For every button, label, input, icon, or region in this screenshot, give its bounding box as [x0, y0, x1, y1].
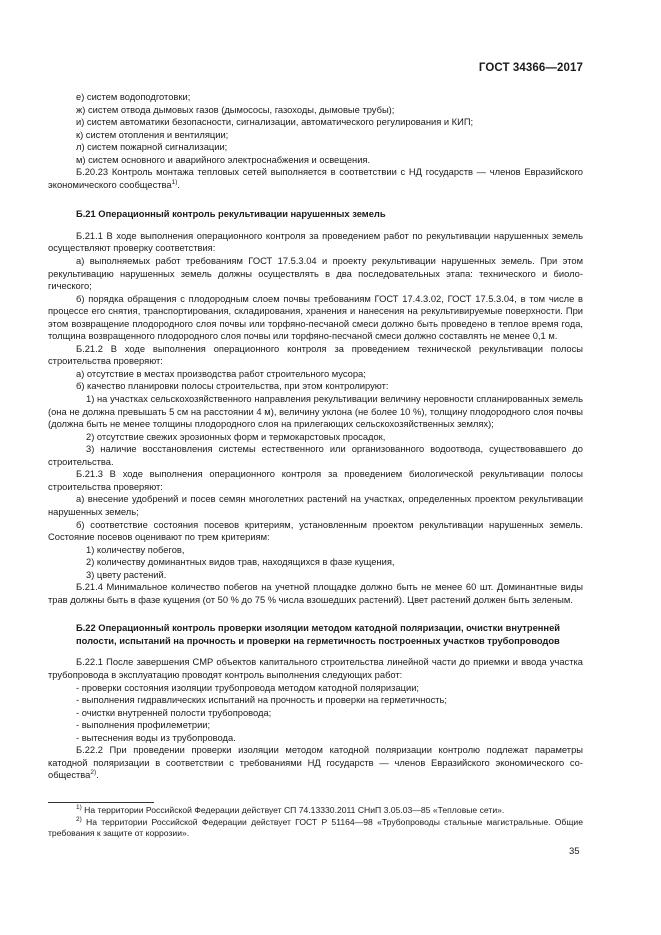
clause-b20-23-text: Б.20.23 Контроль монтажа тепловых сетей выполняется в соответствии с НД государств — членов Евразийского экономического сообщества [48, 167, 583, 190]
clause-b21-3-a: а) внесение удобрений и посев семян многолетних растений на участках, определенных проектом рекультивации нарушенных земель; [48, 494, 583, 517]
list-item-hydraulic: - выполнения гидравлических испытаний на прочность и проверки на герметичность; [76, 695, 447, 706]
clause-b21-2: Б.21.2 В ходе выполнения операционного контроля за проведением технической рекультивации полосы строительства проверяют: [48, 343, 583, 367]
section-heading-b22: Б.22 Операционный контроль проверки изоляции методом катодной поляризации, очистки внутренней полости, испытаний на прочность и проверки на герметичность построенных участков трубопроводов [76, 623, 561, 646]
clause-b21-2-b-1: 1) на участках сельскохозяйственного направления рекультивации величину неровности спланированных земель (она не должна превышать 5 см на расстоянии 4 м), величину уклона (не более 10 %), толщину плодородного слоя почвы (должна быть не менее толщины плодородного слоя на прилегающих сельскохозяйственных землях); [48, 394, 583, 430]
list-item-zh: ж) систем отвода дымовых газов (дымососы, газоходы, дымовые трубы); [76, 104, 395, 115]
list-item-e: е) систем водоподготовки; [76, 92, 191, 102]
clause-b21-1-a: а) выполняемых работ требованиям ГОСТ 17.5.3.04 и проекту рекультивации нарушенных земель. При этом рекультивацию нарушенных земель должны осуществлять в два последовательных этапа: технического и биологического; [48, 256, 583, 292]
clause-b21-2-b-2: 2) отсутствие свежих эрозионных форм и термокарстовых просадок, [86, 431, 386, 442]
footnote-2 [48, 817, 583, 840]
clause-b21-1-b: б) порядка обращения с плодородным слоем почвы требованиям ГОСТ 17.4.3.02, ГОСТ 17.5.3.04, в том числе в процессе его снятия, транспортирования, складирования, хранения и нанесения на рекультивируемые поверхности. При этом возвращение плодородного слоя почвы или торфяно-песчаной смеси должно быть проведено в теплое время года, толщина возвращенного плодородного слоя почвы или торфяно-песчаной смеси должно составлять не менее 0,1 м. [48, 293, 583, 342]
clause-b21-1: Б.21.1 В ходе выполнения операционного контроля за проведением работ по рекультивации нарушенных земель осуществляют проверку соответствия: [48, 230, 583, 254]
clause-b21-2-b: б) качество планировки полосы строительства, при этом контролируют: [76, 381, 389, 392]
clause-b22-1: Б.22.1 После завершения СМР объектов капитального строительства линейной части до приемки и ввода участка трубопровода в эксплуатацию проводят контроль выполнения следующих работ: [48, 657, 583, 680]
clause-b20-23-tail: . [177, 179, 180, 190]
footnote-ref-1: 1) [171, 178, 178, 186]
list-item-m: м) систем основного и аварийного электроснабжения и освещения. [76, 154, 371, 165]
section-heading-b21: Б.21 Операционный контроль рекультивации нарушенных земель [76, 209, 386, 220]
page-body [48, 91, 583, 782]
list-item-cleaning: - очистки внутренней полости трубопровода; [76, 707, 272, 718]
document-code: ГОСТ 34366—2017 [478, 62, 583, 74]
footnote-separator [48, 802, 154, 803]
list-item-k: к) систем отопления и вентиляции; [76, 129, 229, 140]
clause-b22-2-text: Б.22.2 При проведении проверки изоляции методом катодной поляризации контролю подлежат параметры катодной поляризации в соответствии с требованиями НД государств — членов Евразийского экономического сообщества [48, 745, 583, 781]
clause-b20-23 [48, 166, 583, 191]
list-item-l: л) систем пожарной сигнализации; [76, 142, 228, 153]
list-item-i: и) систем автоматики безопасности, сигнализации, автоматического регулирования и КИП; [76, 117, 474, 128]
clause-b22-2 [48, 744, 583, 782]
footnote-text-1: На территории Российской Федерации действует СП 74.13330.2011 СНиП 3.05.03—85 «Тепловые сети». [81, 805, 505, 815]
clause-b21-3-b-2: 2) количеству доминантных видов трав, находящихся в фазе кущения, [86, 557, 395, 568]
footnote-1 [48, 805, 583, 817]
footnotes [48, 805, 583, 840]
page-number: 35 [569, 846, 580, 857]
footnote-ref-2: 2) [90, 769, 97, 777]
clause-b21-4: Б.21.4 Минимальное количество побегов на учетной площадке должно быть не менее 60 шт. Доминантные виды трав должны быть в фазе кущения (от 50 % до 75 % числа взошедших растений). Цвет растений должен быть зеленым. [48, 582, 583, 605]
list-item-water-displacement: - вытеснения воды из трубопровода. [76, 732, 236, 743]
footnote-mark-2: 2) [76, 815, 82, 823]
clause-b21-2-a: а) отсутствие в местах производства работ строительного мусора; [76, 368, 366, 379]
clause-b21-2-b-3: 3) наличие восстановления системы естественного или организованного водоотвода, существовавшего до строительства. [48, 444, 583, 467]
clause-b21-3-b-1: 1) количеству побегов, [86, 544, 185, 555]
footnote-mark-1: 1) [76, 804, 82, 811]
footnote-text-2: На территории Российской Федерации действует ГОСТ Р 51164—98 «Трубопроводы стальные магистральные. Общие требования к защите от коррозии». [48, 816, 583, 839]
clause-b21-3-b-3: 3) цвету растений. [86, 569, 167, 580]
clause-b21-3: Б.21.3 В ходе выполнения операционного контроля за проведением биологической рекультивации полосы строительства проверяют: [48, 469, 583, 492]
list-item-profilometry: - выполнения профилеметрии; [76, 720, 211, 731]
list-item-insulation: - проверки состояния изоляции трубопровода методом катодной поляризации; [76, 682, 420, 693]
clause-b22-2-tail: . [96, 770, 99, 781]
clause-b21-3-b: б) соответствие состояния посевов критериям, установленным проектом рекультивации нарушенных земель. Состояние посевов оценивают по трем критериям: [48, 519, 583, 543]
